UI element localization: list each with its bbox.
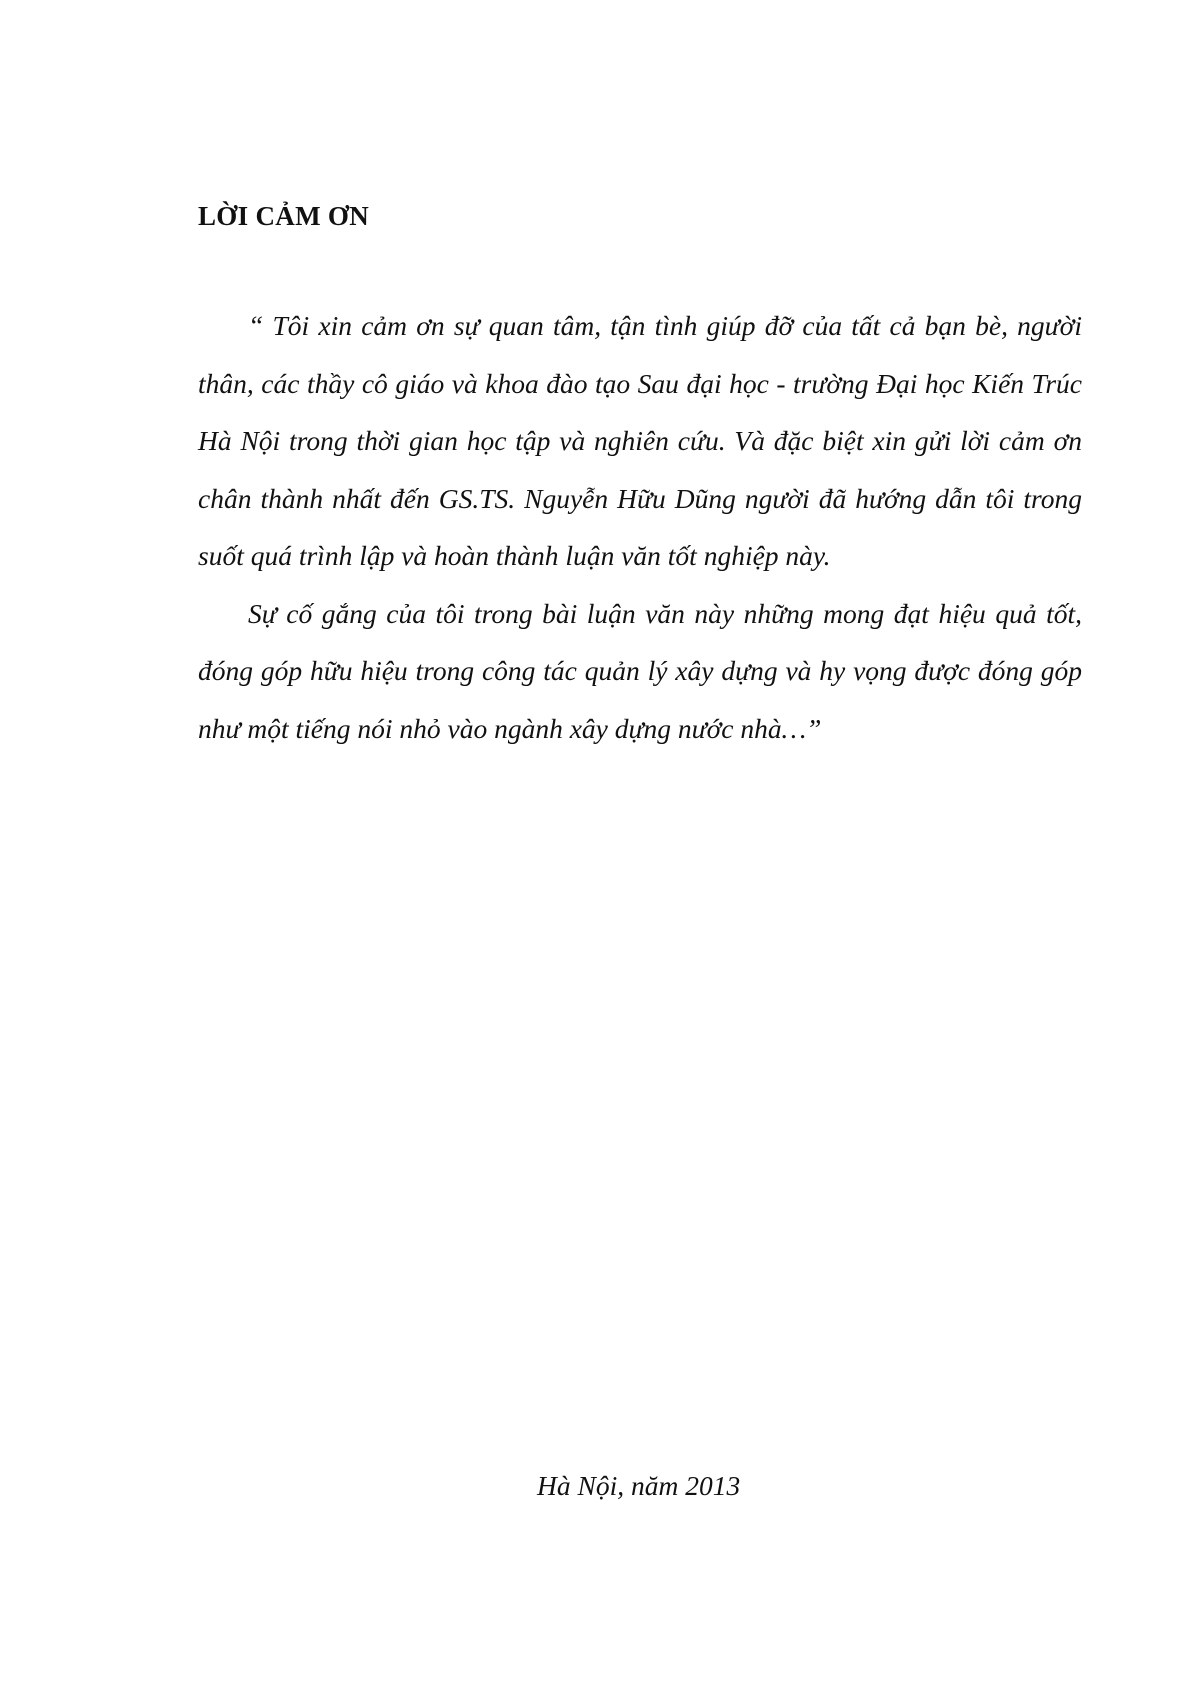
acknowledgement-body [198, 297, 1082, 757]
paragraph-2: Sự cố gắng của tôi trong bài luận văn này những mong đạt hiệu quả tốt, đóng góp hữu hiệu trong công tác quản lý xây dựng và hy vọng được đóng góp như một tiếng nói nhỏ vào ngành xây dựng nước nhà…” [198, 597, 1082, 744]
paragraph-1: “ Tôi xin cảm ơn sự quan tâm, tận tình giúp đỡ của tất cả bạn bè, người thân, các thầy cô giáo và khoa đào tạo Sau đại học - trường Đại học Kiến Trúc Hà Nội trong thời gian học tập và nghiên cứu. Và đặc biệt xin gửi lời cảm ơn chân thành nhất đến GS.TS. Nguyễn Hữu Dũng người đã hướng dẫn tôi trong suốt quá trình lập và hoàn thành luận văn tốt nghiệp này. [198, 310, 1082, 571]
place-date: Hà Nội, năm 2013 [537, 1470, 741, 1501]
page-title: LỜI CẢM ƠN [198, 201, 369, 231]
